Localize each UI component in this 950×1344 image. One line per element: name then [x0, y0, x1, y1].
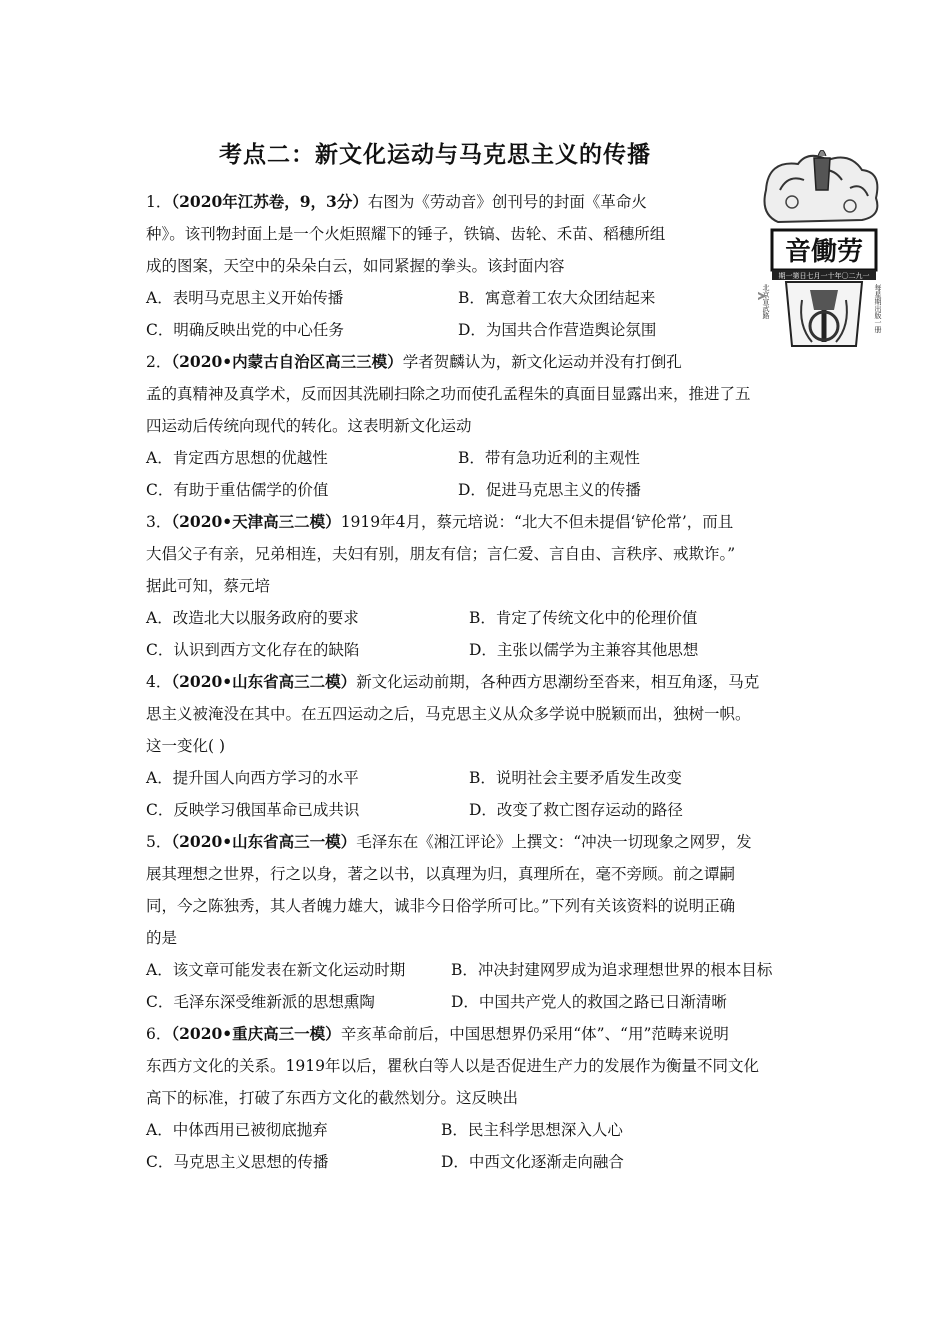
option-d: D．促进马克思主义的传播 [458, 481, 641, 499]
question-text-line: 这一变化( ) [146, 737, 226, 755]
question-text-line: 展其理想之世界，行之以身，著之以书，以真理为归，真理所在，毫不旁顾。前之谭嗣 [146, 865, 736, 883]
option-a: A．该文章可能发表在新文化运动时期 [146, 961, 406, 979]
question-number: 5． [146, 833, 172, 851]
question-source: （2020年江苏卷，9，3分） [171, 192, 368, 211]
option-a: A．中体西用已被彻底抛弃 [146, 1121, 328, 1139]
question-text-line: 大倡父子有亲，兄弟相连，夫妇有别，朋友有信；言仁爱、言自由、言秩序、戒欺诈。” [146, 545, 736, 563]
option-b: B．寓意着工农大众团结起来 [458, 289, 656, 307]
question-source: （2020•重庆高三一模） [171, 1024, 341, 1043]
question-text-line: 毛泽东在《湘江评论》上撰文：“冲决一切现象之网罗，发 [356, 833, 752, 851]
question-text-line: 种》。该刊物封面上是一个火炬照耀下的锤子，铁镐、齿轮、禾苗、稻穗所组 [146, 225, 666, 243]
question-3 [146, 506, 808, 666]
option-a: A．提升国人向西方学习的水平 [146, 769, 359, 787]
question-text-line: 的是 [146, 929, 178, 947]
question-number: 6． [146, 1025, 172, 1043]
option-c: C．马克思主义思想的传播 [146, 1153, 329, 1171]
question-text-line: 同，今之陈独秀，其人者魄力雄大，诚非今日俗学所可比。”下列有关该资料的说明正确 [146, 897, 736, 915]
option-b: B．带有急功近利的主观性 [458, 449, 640, 467]
question-text-line: 思主义被淹没在其中。在五四运动之后，马克思主义从众多学说中脱颖而出，独树一帜。 [146, 705, 751, 723]
option-a: A．改造北大以服务政府的要求 [146, 609, 359, 627]
question-number: 1． [146, 193, 172, 211]
question-list [146, 186, 808, 1178]
question-number: 3． [146, 513, 172, 531]
question-6 [146, 1018, 808, 1178]
question-1 [146, 186, 808, 346]
question-number: 4． [146, 673, 172, 691]
question-source: （2020•天津高三二模） [171, 512, 341, 531]
question-5 [146, 826, 808, 1018]
option-a: A．表明马克思主义开始传播 [146, 289, 344, 307]
option-c: C．认识到西方文化存在的缺陷 [146, 641, 360, 659]
option-c: C．明确反映出党的中心任务 [146, 321, 344, 339]
question-text-line: 成的图案，天空中的朵朵白云，如同紧握的拳头。该封面内容 [146, 257, 565, 275]
question-source: （2020•山东省高三二模） [171, 672, 357, 691]
page-title: 考点二：新文化运动与马克思主义的传播 [219, 142, 651, 168]
option-d: D．改变了救亡图存运动的路径 [469, 801, 683, 819]
option-b: B．冲决封建网罗成为追求理想世界的根本目标 [451, 961, 773, 979]
question-text-line: 辛亥革命前后，中国思想界仍采用“体”、“用”范畴来说明 [340, 1025, 729, 1043]
question-text-line: 高下的标准，打破了东西方文化的截然划分。这反映出 [146, 1089, 519, 1107]
question-number: 2． [146, 353, 172, 371]
svg-text:期一第日七月一十年〇二九一: 期一第日七月一十年〇二九一 [778, 272, 870, 280]
question-text-line: 孟的真精神及真学术，反而因其洗刷扫除之功而使孔孟程朱的真面目显露出来，推进了五 [146, 385, 751, 403]
question-4 [146, 666, 808, 826]
option-d: D．中西文化逐渐走向融合 [441, 1153, 624, 1171]
cover-side-text-left: 北京宣武路 [762, 284, 770, 319]
question-2 [146, 346, 808, 506]
option-c: C．毛泽东深受维新派的思想熏陶 [146, 993, 375, 1011]
option-d: D．主张以儒学为主兼容其他思想 [469, 641, 699, 659]
option-c: C．有助于重估儒学的价值 [146, 481, 329, 499]
question-text-line: 据此可知，蔡元培 [146, 577, 271, 595]
option-b: B．说明社会主要矛盾发生改变 [469, 769, 682, 787]
question-text-line: 右图为《劳动音》创刊号的封面《革命火 [367, 193, 647, 211]
question-text-line: 1919年4月，蔡元培说：“北大不但未提倡‘铲伦常’，而且 [340, 513, 734, 531]
question-text-line: 新文化运动前期，各种西方思潮纷至沓来，相互角逐，马克 [356, 673, 760, 691]
masthead-text: 音働劳 [784, 237, 864, 267]
option-b: B．肯定了传统文化中的伦理价值 [469, 609, 698, 627]
option-d: D．中国共产党人的救国之路已日渐清晰 [451, 993, 727, 1011]
question-text-line: 学者贺麟认为，新文化运动并没有打倒孔 [402, 353, 682, 371]
question-source: （2020•内蒙古自治区高三三模） [171, 352, 403, 371]
question-text-line: 东西方文化的关系。1919年以后，瞿秋白等人以是否促进生产力的发展作为衡量不同文化 [146, 1057, 759, 1075]
option-d: D．为国共合作营造舆论氛围 [458, 321, 657, 339]
option-c: C．反映学习俄国革命已成共识 [146, 801, 360, 819]
question-source: （2020•山东省高三一模） [171, 832, 357, 851]
option-a: A．肯定西方思想的优越性 [146, 449, 328, 467]
option-b: B．民主科学思想深入人心 [441, 1121, 623, 1139]
question-text-line: 四运动后传统向现代的转化。这表明新文化运动 [146, 417, 472, 435]
cover-side-text-right: 每星期出版一册 [874, 284, 882, 333]
